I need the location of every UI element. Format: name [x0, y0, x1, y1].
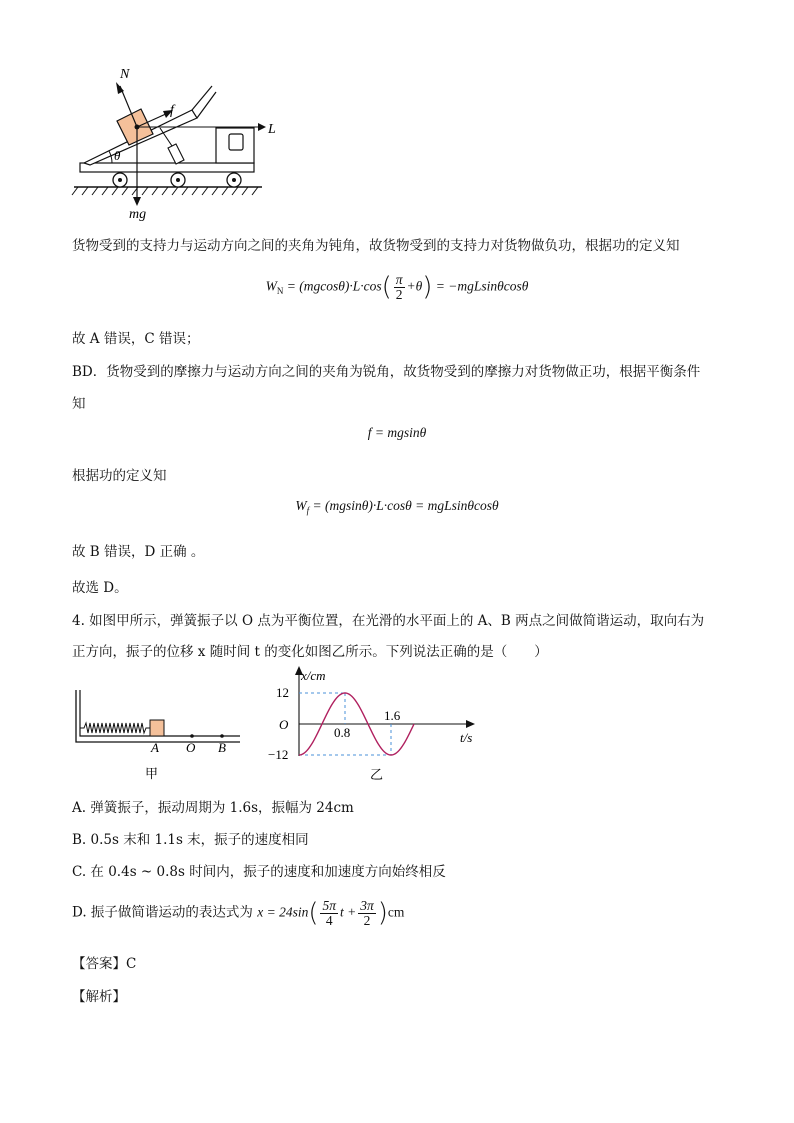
displacement-time-chart	[262, 664, 482, 794]
spring	[80, 723, 150, 733]
tick-0.8: 0.8	[334, 725, 351, 740]
tick-1.6: 1.6	[384, 708, 401, 723]
spring-oscillator-figure	[70, 686, 250, 786]
conclusion-bd: 故 B 错误，D 正确 。	[72, 544, 205, 560]
caption-jia: 甲	[145, 766, 159, 781]
truck-incline-figure	[66, 62, 296, 222]
answer-line	[72, 952, 136, 972]
label-O: O	[186, 740, 196, 755]
option-d: D. 振子做简谐运动的表达式为 x = 24sin( $\frac{5\pi}{4}$ t + $\frac{3\pi}{2}$ )cm	[72, 897, 405, 928]
option-c: C. 在 0.4s ~ 0.8s 时间内，振子的速度和加速度方向始终相反	[72, 864, 446, 880]
label-f: f	[170, 103, 174, 118]
conclusion-ac: 故 A 错误，C 错误；	[72, 331, 200, 347]
option-a: A. 弹簧振子，振动周期为 1.6s，振幅为 24cm	[72, 800, 354, 816]
oscillator-block	[150, 720, 164, 736]
equation-work-normal: $W_N = (mgcos\theta)\cdot L\cdot\cos$( $\frac{\pi}{2}$ +θ) = −mgLsinθcosθ	[265, 271, 529, 302]
tick-neg12: −12	[268, 747, 289, 762]
paragraph-bd-2: 知	[72, 396, 86, 412]
answer-label: 【答案】	[72, 956, 126, 972]
paragraph-normal-force: 货物受到的支持力与运动方向之间的夹角为钝角，故货物受到的支持力对货物做负功，根据功的定义知	[72, 238, 680, 254]
question-4-line-2: 正方向，振子的位移 x 随时间 t 的变化如图乙所示。下列说法正确的是（ ）	[72, 644, 548, 660]
question-4-line-1: 4. 如图甲所示，弹簧振子以 O 点为平衡位置，在光滑的水平面上的 A、B 两点之间做简谐运动，取向右为	[72, 613, 705, 629]
analysis-label: 【解析】	[72, 989, 126, 1005]
y-axis-label: x/cm	[301, 668, 326, 683]
equation-work-friction: $W_f = (mgsin\theta)\cdot L\cdot\cos\theta = mgLsin\theta\cos\theta$	[295, 498, 499, 516]
line-definition: 根据功的定义知	[72, 468, 167, 484]
option-b: B. 0.5s 末和 1.1s 末，振子的速度相同	[72, 832, 309, 848]
caption-yi: 乙	[370, 767, 384, 782]
label-B: B	[218, 740, 226, 755]
label-A: A	[151, 740, 159, 755]
final-choice: 故选 D。	[72, 580, 128, 596]
label-theta: θ	[114, 148, 121, 163]
origin-label: O	[279, 717, 289, 732]
label-N: N	[120, 67, 130, 82]
label-mg: mg	[129, 207, 147, 222]
paragraph-bd-1: BD．货物受到的摩擦力与运动方向之间的夹角为锐角，故货物受到的摩擦力对货物做正功，根据平衡条件	[72, 364, 701, 380]
x-axis-label: t/s	[460, 730, 473, 745]
answer-value: C	[126, 956, 137, 972]
equation-friction: f = mgsinθ	[367, 425, 427, 440]
label-L: L	[268, 122, 276, 137]
tick-12: 12	[276, 685, 289, 700]
